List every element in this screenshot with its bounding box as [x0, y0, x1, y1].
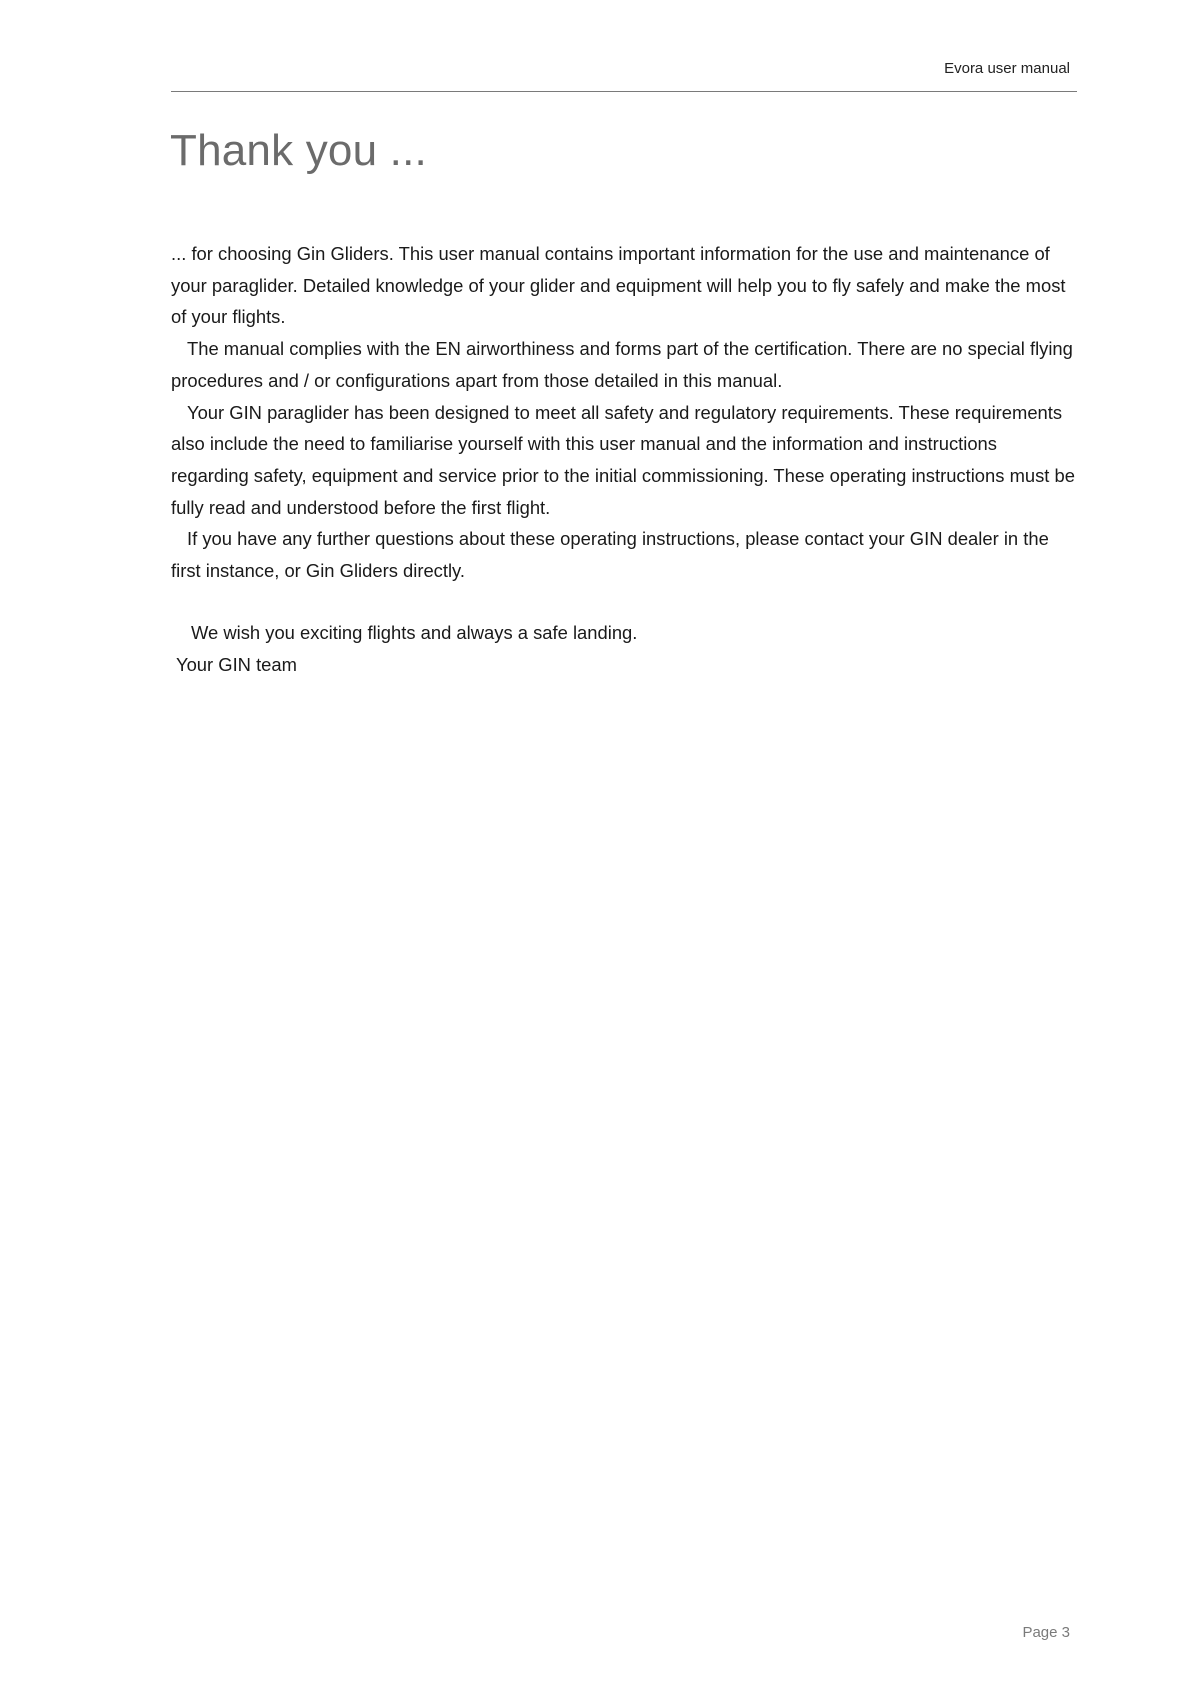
running-header: Evora user manual [944, 60, 1070, 77]
closing-block [176, 617, 637, 680]
paragraph-intro: ... for choosing Gin Gliders. This user manual contains important information for the use and maintenance of your paraglider. Detailed knowledge of your glider and equipment will help you to fly safely and make the most of your flights. [171, 243, 1066, 328]
paragraph-contact: If you have any further questions about these operating instructions, please contact your GIN dealer in the first instance, or Gin Gliders directly. [171, 528, 1049, 582]
paragraph-certification: The manual complies with the EN airworthiness and forms part of the certification. There are no special flying procedures and / or configurations apart from those detailed in this manual. [171, 338, 1073, 391]
page-number: Page 3 [1022, 1624, 1070, 1641]
paragraph-safety: Your GIN paraglider has been designed to meet all safety and regulatory requirements. These requirements also include the need to familiarise yourself with this user manual and the information and instructions regarding safety, equipment and service prior to the initial commissioning. These operating instructions must be fully read and understood before the first flight. [171, 401, 1075, 518]
signature: Your GIN team [176, 653, 297, 675]
page-title: Thank you ... [170, 126, 427, 175]
header-divider [171, 91, 1077, 92]
body-text [171, 238, 1077, 587]
closing-wish: We wish you exciting flights and always a safe landing. [191, 622, 638, 643]
